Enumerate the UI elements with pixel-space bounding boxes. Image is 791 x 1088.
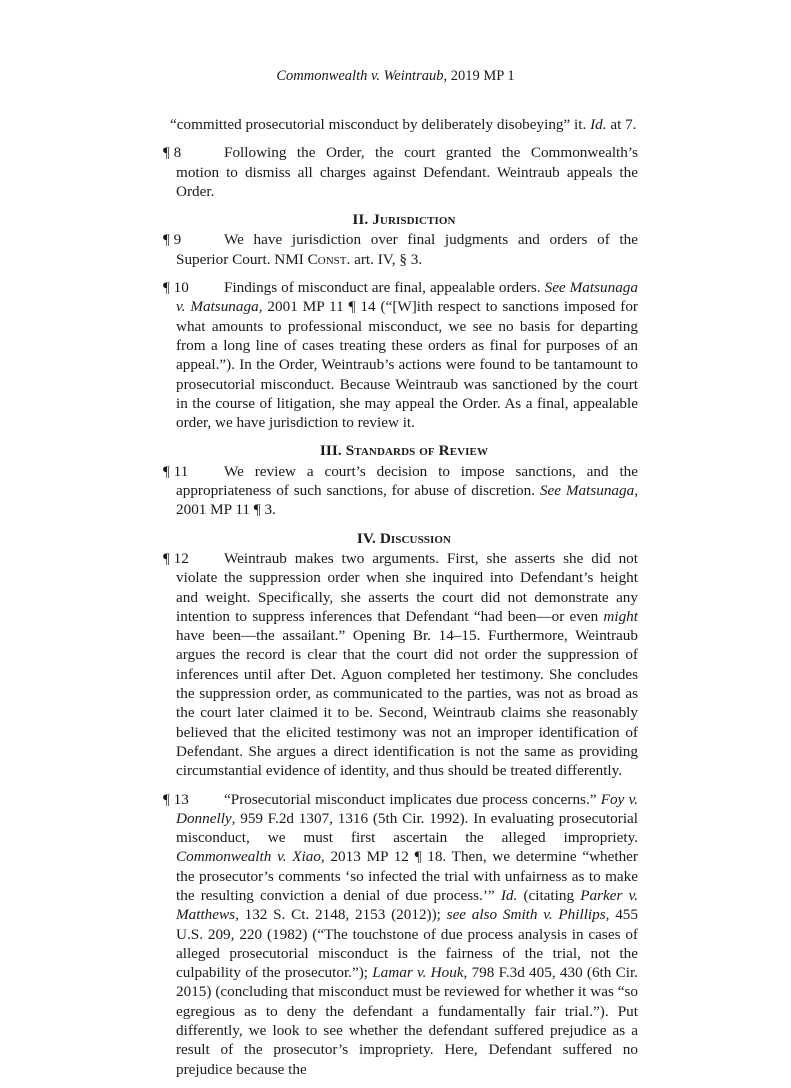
paragraph-number: ¶ 8 xyxy=(163,144,182,162)
running-header-citation: , 2019 MP 1 xyxy=(443,68,515,84)
paragraph-text-cont: , 959 F.2d 1307, 1316 (5th Cir. 1992). In evaluating prosecutorial misconduct, we must first ascertain the alleged impropriety. xyxy=(176,809,638,847)
paragraph-11 xyxy=(163,462,638,520)
paragraph-text-cont: . art. IV, § 3. xyxy=(346,250,423,268)
paragraph-text-cont: , 2001 MP 11 ¶ 3. xyxy=(176,482,638,519)
id-citation: Id. xyxy=(500,886,518,904)
paragraph-9 xyxy=(163,230,638,269)
paragraph-13 xyxy=(163,790,638,1079)
running-header-case-name: Commonwealth v. Weintraub xyxy=(276,68,444,84)
case-citation-foy: Foy v. Donnelly xyxy=(176,790,638,827)
section-heading-standards-of-review: III. Standards of Review xyxy=(319,442,489,460)
paragraph-10 xyxy=(163,278,638,432)
paragraph-text: We review a court’s decision to impose sanctions, and the appropriateness of such sanctions, for abuse of discretion. xyxy=(176,462,638,500)
paragraph-number: ¶ 12 xyxy=(163,549,189,567)
continuation-quote: “committed prosecutorial misconduct by deliberately disobeying” it. xyxy=(170,116,591,133)
running-header xyxy=(0,68,791,85)
continuation-pin: at 7. xyxy=(606,116,637,133)
emphasis-might: might xyxy=(603,607,638,625)
case-citation: See Matsunaga xyxy=(539,482,635,500)
paragraph-text-cont: , 2001 MP 11 ¶ 14 (“[W]ith respect to sanctions imposed for what amounts to professional misconduct, we see no basis for departing from a long line of cases treating these orders as final for purposes of an appeal.”). In the Order, Weintraub’s actions were found to be tantamount to prosecutorial misconduct. Because Weintraub was sanctioned by the court in the course of litigation, she may appeal the Order. As a final, appealable order, we have jurisdiction to review it. xyxy=(176,298,638,432)
paragraph-number: ¶ 9 xyxy=(163,231,182,249)
paragraph-text-cont: , 132 S. Ct. 2148, 2153 (2012)); xyxy=(235,906,447,924)
paragraph-text-cont: , 455 U.S. 209, 220 (1982) (“The touchstone of due process analysis in cases of alleged prosecutorial misconduct is the fairness of the trial, not the culpability of the prosecutor.”); xyxy=(176,906,638,982)
paragraph-text-cont: , 798 F.3d 405, 430 (6th Cir. 2015) (concluding that misconduct must be reviewed for whether it was “so egregious as to deny the defendant a fundamentally fair trial.”). Put differently, we look to see whether the defendant suffered prejudice as a result of the prosecutor’s impropriety. Here, Defendant suffered no prejudice because the xyxy=(176,964,638,1078)
case-citation: See Matsunaga v. Matsunaga xyxy=(176,279,638,316)
paragraph-text-cont: have been—the assailant.” Opening Br. 14–15. Furthermore, Weintraub argues the record is clear that the court did not order the suppression of inferences until after Det. Aguon completed her testimony. She concludes the suppression order, as communicated to the parties, was not as broad as the court later claimed it to be. Second, Weintraub claims she reasonably believed that the elicited testimony was not an improper identification of Defendant. She argues a direct identification is not the same as providing circumstantial evidence of identity, and thus should be treated differently. xyxy=(176,627,638,780)
continuation-text xyxy=(170,115,638,134)
case-citation-smith: see also Smith v. Phillips xyxy=(446,906,606,924)
paragraph-number: ¶ 11 xyxy=(163,462,189,480)
paragraph-text-cont: (citating xyxy=(517,886,581,904)
paragraph-text: Findings of misconduct are final, appealable orders. xyxy=(224,279,545,297)
paragraph-text-cont: , 2013 MP 12 ¶ 18. Then, we determine “whether the prosecutor’s comments ‘so infected the trial with unfairness as to make the resulting conviction a denial of due process.’” xyxy=(176,848,638,904)
case-citation-parker: Parker v. Matthews xyxy=(176,886,638,924)
paragraph-text: Following the Order, the court granted the Commonwealth’s motion to dismiss all charges against Defendant. Weintraub appeals the Order. xyxy=(176,144,638,200)
case-citation-lamar: Lamar v. Houk xyxy=(372,964,464,982)
paragraph-8 xyxy=(163,143,638,201)
section-heading-discussion: IV. Discussion xyxy=(356,529,452,547)
id-citation: Id. xyxy=(590,116,607,133)
section-heading-jurisdiction: II. Jurisdiction xyxy=(352,211,456,229)
case-citation-xiao: Commonwealth v. Xiao xyxy=(176,848,321,866)
paragraph-text: We have jurisdiction over final judgments and orders of the Superior Court. NMI xyxy=(176,231,638,268)
paragraph-number: ¶ 10 xyxy=(163,279,189,297)
paragraph-text: “Prosecutorial misconduct implicates due process concerns.” xyxy=(224,790,601,808)
document-body xyxy=(163,115,638,1088)
paragraph-text: Weintraub makes two arguments. First, she asserts she did not violate the suppression order when she inquired into Defendant’s height and weight. Specifically, she asserts the court did not demonstrate any intention to suppress inferences that Defendant “had been—or even xyxy=(176,549,638,625)
constitution-abbrev: Const xyxy=(307,250,347,268)
paragraph-number: ¶ 13 xyxy=(163,790,189,808)
paragraph-12 xyxy=(163,549,638,781)
